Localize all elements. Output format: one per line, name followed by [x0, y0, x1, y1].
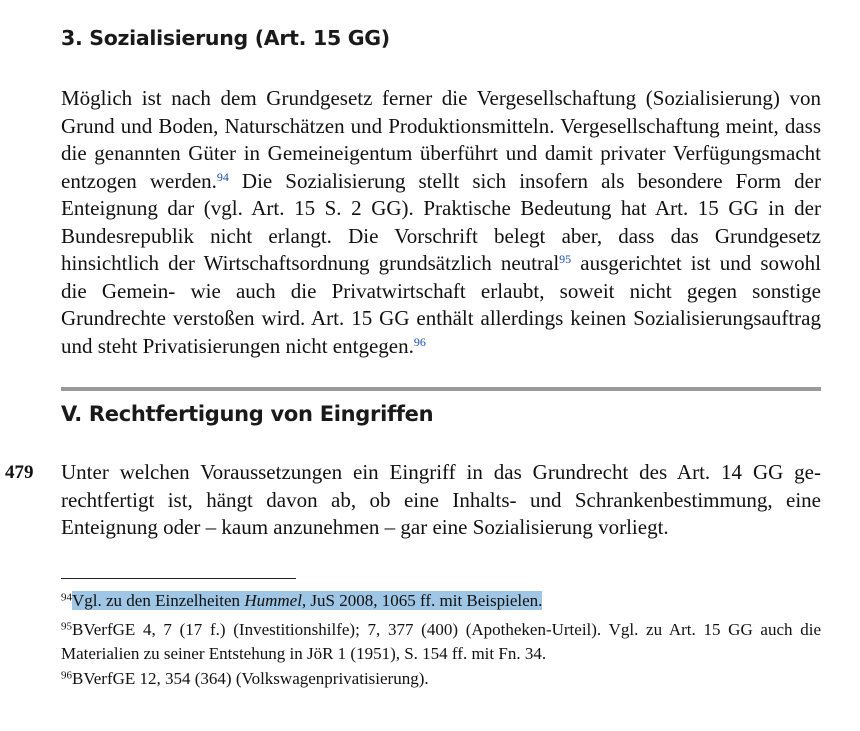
paragraph-text: Die Sozialisierung stellt sich insofern als besondere Form der Enteignung dar (vgl. Art. 15 S. 2 GG). Praktische Bedeutung hat Art. 15 GG in der Bundesrepublik nicht erlangt. Die Vorschrift belegt aber, dass das Grundgesetz hinsichtlich der Wirtschaftsordnung grundsätzlich neutral — [61, 168, 821, 275]
footnote-separator — [61, 578, 296, 579]
footnote-text: , JuS 2008, 1065 ff. mit Beispielen. — [301, 591, 543, 610]
footnote-reference-96[interactable]: 96 — [413, 334, 426, 349]
footnote-96 — [61, 667, 821, 691]
footnote-reference-94[interactable]: 94 — [216, 169, 229, 184]
footnote-text: Vgl. zu den Einzelheiten — [72, 591, 245, 610]
section-heading-sozialisierung: 3. Sozialisierung (Art. 15 GG) — [61, 26, 390, 50]
paragraph-text: ausgerichtet ist und sowohl die Gemein- wie auch die Privatwirtschaft erlaubt, soweit nicht gegen sonstige Grundrechte verstoßen wird. Art. 15 GG enthält allerdings keinen Sozialisierungsauftrag und steht Privatisierungen nicht entgegen. — [61, 251, 821, 358]
footnote-number: 94 — [61, 591, 72, 604]
footnote-94 — [61, 589, 821, 613]
footnote-text: BVerfGE 12, 354 (364) (Volkswagenprivatisierung). — [72, 669, 429, 688]
footnote-text: BVerfGE 4, 7 (17 f.) (Investitionshilfe); 7, 377 (400) (Apotheken-Urteil). Vgl. zu Art. 15 GG auch die Materialien zu seiner Entstehung in JöR 1 (1951), S. 154 ff. mit Fn. 34. — [61, 620, 821, 663]
section-heading-rechtfertigung: V. Rechtfertigung von Eingriffen — [61, 402, 434, 426]
footnote-number: 95 — [61, 620, 72, 633]
body-paragraph-rechtfertigung: Unter welchen Voraussetzungen ein Eingriff in das Grundrecht des Art. 14 GG gerechtfertigt ist, hängt davon ab, ob eine Inhalts- und Schrankenbestimmung, eine Enteignung oder – kaum anzunehmen – gar eine Sozialisierung vorliegt. — [61, 460, 821, 539]
body-paragraph-sozialisierung — [61, 85, 821, 360]
marginal-number: 479 — [5, 462, 34, 483]
footnote-reference-95[interactable]: 95 — [559, 251, 572, 266]
footnote-highlighted-text[interactable] — [72, 591, 542, 610]
footnote-95 — [61, 618, 821, 666]
author-name: Hummel — [244, 591, 302, 610]
section-divider — [61, 387, 821, 391]
footnote-number: 96 — [61, 669, 72, 682]
paragraph-text: Möglich ist nach dem Grundgesetz ferner die Vergesellschaftung (Sozialisierung) von Grund und Boden, Naturschätzen und Produktionsmitteln. Vergesellschaftung meint, dass die genannten Güter in Gemeineigentum überführt und damit privater Verfügungsmacht entzogen werden. — [61, 86, 821, 193]
